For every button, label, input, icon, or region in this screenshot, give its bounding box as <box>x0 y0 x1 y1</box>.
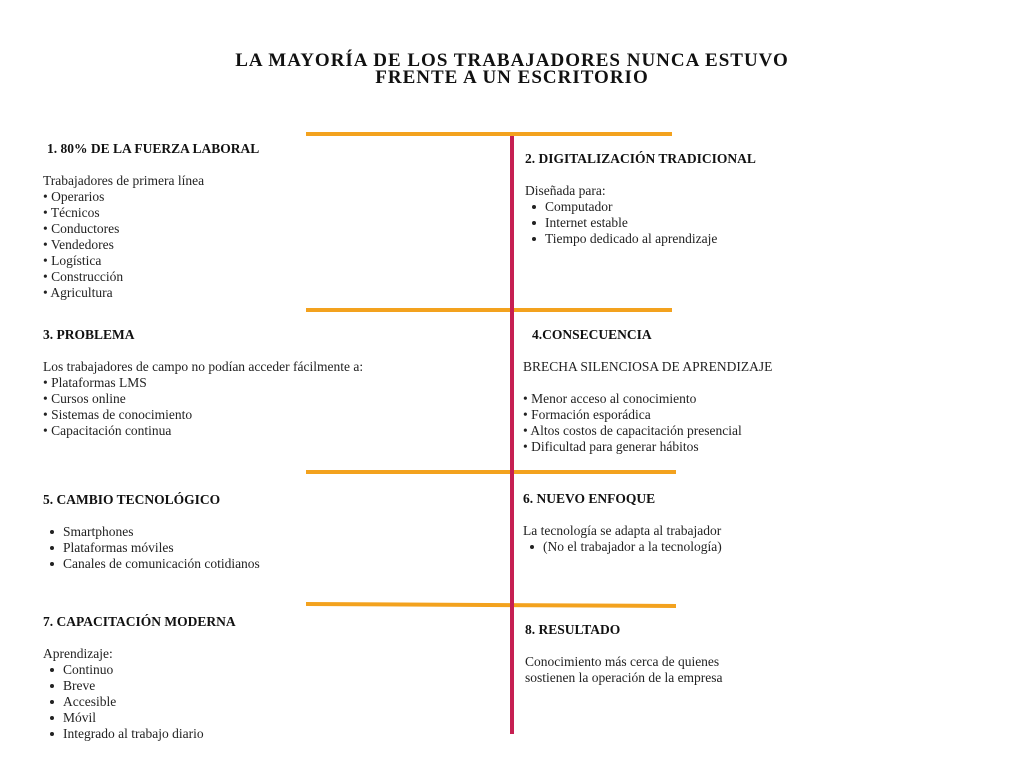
list-item: Accesible <box>43 694 236 710</box>
section-1-list <box>43 189 259 301</box>
section-1-heading: 1. 80% DE LA FUERZA LABORAL <box>47 141 260 156</box>
section-8 <box>525 622 723 686</box>
list-item: • Dificultad para generar hábitos <box>523 439 699 454</box>
page-title <box>0 52 1024 86</box>
section-5 <box>43 492 260 572</box>
list-item: Continuo <box>43 662 236 678</box>
list-item: Integrado al trabajo diario <box>43 726 236 742</box>
section-6-heading: 6. NUEVO ENFOQUE <box>523 491 656 506</box>
separator-line-3 <box>306 470 676 474</box>
list-item: • Construcción <box>43 269 124 284</box>
list-item: Plataformas móviles <box>43 540 260 556</box>
list-item: Tiempo dedicado al aprendizaje <box>525 231 756 247</box>
section-4-intro: BRECHA SILENCIOSA DE APRENDIZAJE <box>523 359 773 374</box>
list-item: • Plataformas LMS <box>43 375 147 390</box>
section-5-heading: 5. CAMBIO TECNOLÓGICO <box>43 492 221 507</box>
section-8-line: sostienen la operación de la empresa <box>525 670 723 685</box>
separator-line-4 <box>306 602 676 608</box>
page-title-line-2: FRENTE A UN ESCRITORIO <box>375 67 649 88</box>
section-8-line: Conocimiento más cerca de quienes <box>525 654 720 669</box>
section-4 <box>523 327 772 455</box>
section-2-heading: 2. DIGITALIZACIÓN TRADICIONAL <box>525 151 756 166</box>
list-item: Breve <box>43 678 236 694</box>
list-item: Móvil <box>43 710 236 726</box>
section-5-list <box>43 524 260 572</box>
list-item: (No el trabajador a la tecnología) <box>523 539 722 555</box>
section-7-list <box>43 662 236 742</box>
section-1-intro: Trabajadores de primera línea <box>43 173 205 188</box>
list-item: • Operarios <box>43 189 105 204</box>
section-8-heading: 8. RESULTADO <box>525 622 621 637</box>
section-7-intro: Aprendizaje: <box>43 646 113 661</box>
section-6 <box>523 491 722 555</box>
list-item: • Vendedores <box>43 237 114 252</box>
section-4-list <box>523 391 772 455</box>
section-1 <box>43 141 259 301</box>
list-item: Smartphones <box>43 524 260 540</box>
section-3-intro: Los trabajadores de campo no podían acceder fácilmente a: <box>43 359 364 374</box>
separator-line-2 <box>306 308 672 312</box>
section-3 <box>43 327 363 439</box>
section-3-heading: 3. PROBLEMA <box>43 327 135 342</box>
section-2-list <box>525 199 756 247</box>
list-item: • Agricultura <box>43 285 113 300</box>
list-item: • Conductores <box>43 221 120 236</box>
list-item: Internet estable <box>525 215 756 231</box>
list-item: • Cursos online <box>43 391 126 406</box>
list-item: • Técnicos <box>43 205 100 220</box>
section-2 <box>525 151 756 247</box>
list-item: Canales de comunicación cotidianos <box>43 556 260 572</box>
separator-line-1 <box>306 132 672 136</box>
list-item: • Capacitación continua <box>43 423 172 438</box>
section-2-intro: Diseñada para: <box>525 183 606 198</box>
list-item: • Altos costos de capacitación presencial <box>523 423 742 438</box>
list-item: • Sistemas de conocimiento <box>43 407 193 422</box>
section-7 <box>43 614 236 742</box>
section-6-list <box>523 539 722 555</box>
section-4-heading: 4.CONSECUENCIA <box>532 327 652 342</box>
list-item: • Menor acceso al conocimiento <box>523 391 697 406</box>
list-item: Computador <box>525 199 756 215</box>
section-6-intro: La tecnología se adapta al trabajador <box>523 523 722 538</box>
timeline-spine <box>510 136 514 734</box>
page-title-line-1: LA MAYORÍA DE LOS TRABAJADORES NUNCA ESTUVO <box>235 50 789 71</box>
section-7-heading: 7. CAPACITACIÓN MODERNA <box>43 614 236 629</box>
list-item: • Formación esporádica <box>523 407 651 422</box>
list-item: • Logística <box>43 253 102 268</box>
section-3-list <box>43 375 363 439</box>
